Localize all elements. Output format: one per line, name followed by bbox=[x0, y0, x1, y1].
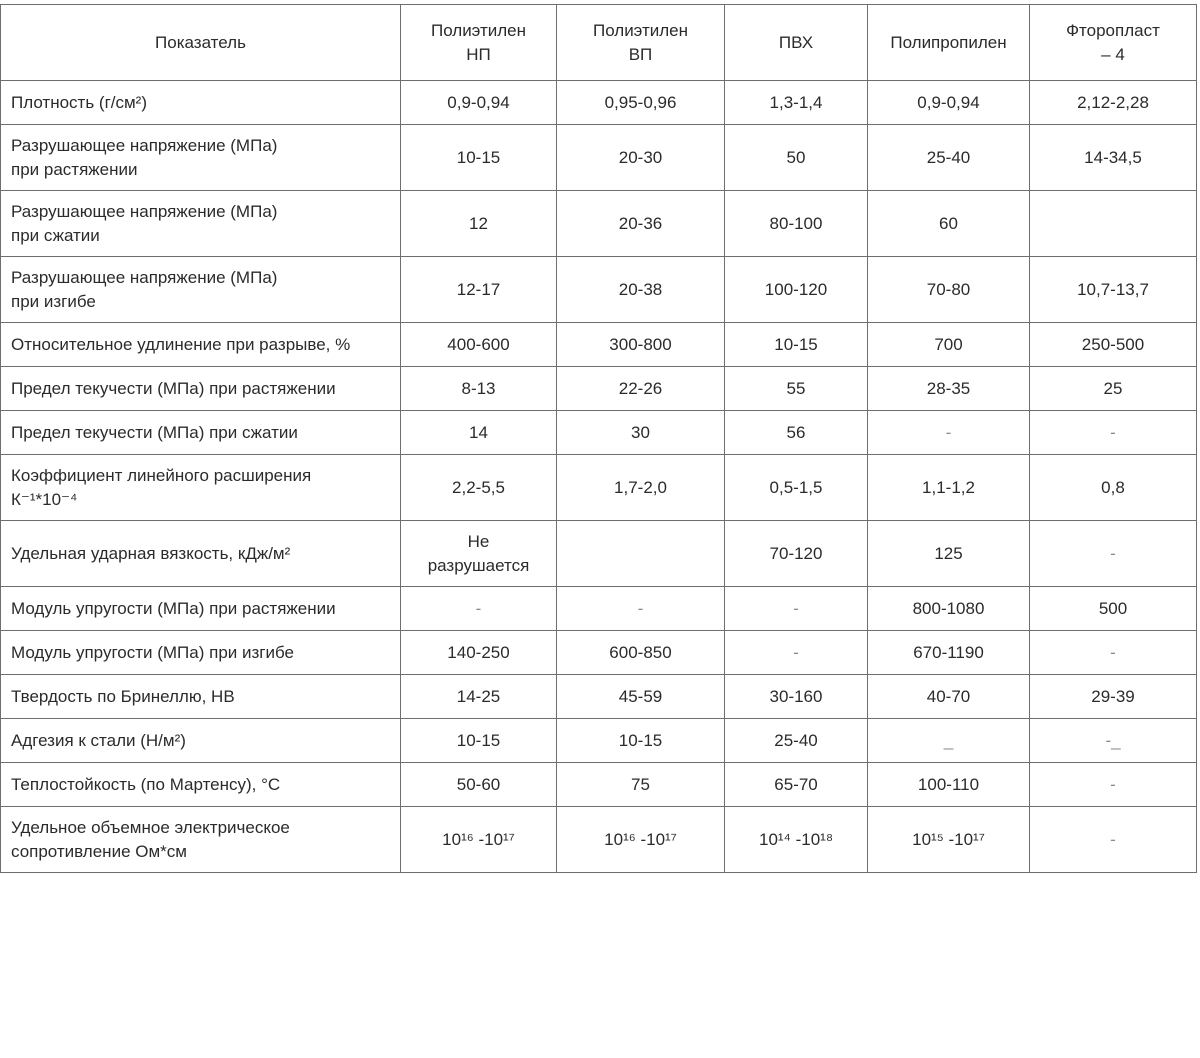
cell-pe-ld: 10-15 bbox=[401, 719, 557, 763]
cell-pe-hd: 10-15 bbox=[557, 719, 725, 763]
cell-pe-hd: 30 bbox=[557, 411, 725, 455]
table-row bbox=[1, 323, 1197, 367]
cell-ptfe: 2,12-2,28 bbox=[1030, 81, 1197, 125]
cell-ptfe: - bbox=[1030, 411, 1197, 455]
cell-pe-hd: 0,95-0,96 bbox=[557, 81, 725, 125]
row-label: Модуль упругости (МПа) при растяжении bbox=[1, 587, 401, 631]
cell-pvc: 56 bbox=[725, 411, 868, 455]
table-row bbox=[1, 675, 1197, 719]
cell-pe-hd: 20-30 bbox=[557, 125, 725, 191]
cell-polypropylene: 700 bbox=[868, 323, 1030, 367]
cell-polypropylene: 0,9-0,94 bbox=[868, 81, 1030, 125]
cell-pvc: 55 bbox=[725, 367, 868, 411]
cell-pe-ld: 400-600 bbox=[401, 323, 557, 367]
cell-ptfe: -_ bbox=[1030, 719, 1197, 763]
cell-ptfe: - bbox=[1030, 807, 1197, 873]
table-row bbox=[1, 125, 1197, 191]
table-row bbox=[1, 719, 1197, 763]
table-row bbox=[1, 587, 1197, 631]
row-label: Разрушающее напряжение (МПа) при растяжении bbox=[1, 125, 401, 191]
cell-polypropylene: 800-1080 bbox=[868, 587, 1030, 631]
row-label: Коэффициент линейного расширения К⁻¹*10⁻⁴ bbox=[1, 455, 401, 521]
row-label: Относительное удлинение при разрыве, % bbox=[1, 323, 401, 367]
cell-ptfe: 0,8 bbox=[1030, 455, 1197, 521]
cell-pe-ld: 14-25 bbox=[401, 675, 557, 719]
row-label: Удельное объемное электрическое сопротивление Ом*см bbox=[1, 807, 401, 873]
cell-ptfe: - bbox=[1030, 763, 1197, 807]
row-label: Плотность (г/см²) bbox=[1, 81, 401, 125]
cell-pe-hd: 75 bbox=[557, 763, 725, 807]
cell-pvc: 1,3-1,4 bbox=[725, 81, 868, 125]
cell-pe-ld: 10-15 bbox=[401, 125, 557, 191]
cell-pvc: 10-15 bbox=[725, 323, 868, 367]
table-row bbox=[1, 455, 1197, 521]
table-row bbox=[1, 81, 1197, 125]
cell-pe-hd: 300-800 bbox=[557, 323, 725, 367]
table-row bbox=[1, 763, 1197, 807]
cell-pe-hd bbox=[557, 521, 725, 587]
header-pe-hd: Полиэтилен ВП bbox=[557, 5, 725, 81]
cell-ptfe: - bbox=[1030, 521, 1197, 587]
cell-pe-hd: 600-850 bbox=[557, 631, 725, 675]
cell-pvc: - bbox=[725, 631, 868, 675]
cell-ptfe: 250-500 bbox=[1030, 323, 1197, 367]
cell-pvc: 10¹⁴ -10¹⁸ bbox=[725, 807, 868, 873]
cell-pe-ld: 2,2-5,5 bbox=[401, 455, 557, 521]
cell-ptfe: - bbox=[1030, 631, 1197, 675]
cell-pe-ld: 12 bbox=[401, 191, 557, 257]
table-row bbox=[1, 411, 1197, 455]
cell-ptfe: 500 bbox=[1030, 587, 1197, 631]
table-row bbox=[1, 367, 1197, 411]
row-label: Разрушающее напряжение (МПа) при сжатии bbox=[1, 191, 401, 257]
table-row bbox=[1, 631, 1197, 675]
cell-polypropylene: 60 bbox=[868, 191, 1030, 257]
cell-polypropylene: 10¹⁵ -10¹⁷ bbox=[868, 807, 1030, 873]
row-label: Удельная ударная вязкость, кДж/м² bbox=[1, 521, 401, 587]
header-pvc: ПВХ bbox=[725, 5, 868, 81]
cell-ptfe: 10,7-13,7 bbox=[1030, 257, 1197, 323]
cell-pe-ld: 0,9-0,94 bbox=[401, 81, 557, 125]
cell-polypropylene: 670-1190 bbox=[868, 631, 1030, 675]
cell-pe-hd: 22-26 bbox=[557, 367, 725, 411]
table-row bbox=[1, 807, 1197, 873]
cell-pvc: 80-100 bbox=[725, 191, 868, 257]
row-label: Предел текучести (МПа) при растяжении bbox=[1, 367, 401, 411]
header-ptfe: Фторопласт – 4 bbox=[1030, 5, 1197, 81]
row-label: Теплостойкость (по Мартенсу), °С bbox=[1, 763, 401, 807]
cell-pe-ld: 50-60 bbox=[401, 763, 557, 807]
cell-pe-ld: - bbox=[401, 587, 557, 631]
cell-polypropylene: 125 bbox=[868, 521, 1030, 587]
cell-polypropylene: _ bbox=[868, 719, 1030, 763]
row-label: Адгезия к стали (Н/м²) bbox=[1, 719, 401, 763]
cell-polypropylene: 100-110 bbox=[868, 763, 1030, 807]
cell-pvc: 30-160 bbox=[725, 675, 868, 719]
cell-polypropylene: 25-40 bbox=[868, 125, 1030, 191]
cell-pe-hd: 20-38 bbox=[557, 257, 725, 323]
row-label: Предел текучести (МПа) при сжатии bbox=[1, 411, 401, 455]
row-label: Твердость по Бринеллю, НВ bbox=[1, 675, 401, 719]
cell-pvc: 25-40 bbox=[725, 719, 868, 763]
cell-pe-ld: 12-17 bbox=[401, 257, 557, 323]
cell-polypropylene: - bbox=[868, 411, 1030, 455]
cell-pe-ld: 8-13 bbox=[401, 367, 557, 411]
cell-pe-hd: - bbox=[557, 587, 725, 631]
cell-ptfe: 29-39 bbox=[1030, 675, 1197, 719]
header-pe-ld: Полиэтилен НП bbox=[401, 5, 557, 81]
header-property: Показатель bbox=[1, 5, 401, 81]
cell-ptfe: 14-34,5 bbox=[1030, 125, 1197, 191]
table-row bbox=[1, 191, 1197, 257]
cell-pe-ld: 14 bbox=[401, 411, 557, 455]
cell-polypropylene: 70-80 bbox=[868, 257, 1030, 323]
row-label: Разрушающее напряжение (МПа) при изгибе bbox=[1, 257, 401, 323]
header-row bbox=[1, 5, 1197, 81]
cell-pe-ld: 10¹⁶ -10¹⁷ bbox=[401, 807, 557, 873]
cell-ptfe: 25 bbox=[1030, 367, 1197, 411]
cell-polypropylene: 28-35 bbox=[868, 367, 1030, 411]
header-polypropylene: Полипропилен bbox=[868, 5, 1030, 81]
cell-pvc: 50 bbox=[725, 125, 868, 191]
cell-pvc: 65-70 bbox=[725, 763, 868, 807]
cell-pvc: 0,5-1,5 bbox=[725, 455, 868, 521]
cell-pe-hd: 1,7-2,0 bbox=[557, 455, 725, 521]
cell-ptfe bbox=[1030, 191, 1197, 257]
cell-pe-hd: 20-36 bbox=[557, 191, 725, 257]
cell-pvc: - bbox=[725, 587, 868, 631]
cell-pe-hd: 45-59 bbox=[557, 675, 725, 719]
cell-polypropylene: 1,1-1,2 bbox=[868, 455, 1030, 521]
cell-polypropylene: 40-70 bbox=[868, 675, 1030, 719]
cell-pvc: 100-120 bbox=[725, 257, 868, 323]
cell-pe-ld: 140-250 bbox=[401, 631, 557, 675]
cell-pvc: 70-120 bbox=[725, 521, 868, 587]
cell-pe-ld: Не разрушается bbox=[401, 521, 557, 587]
table-row bbox=[1, 257, 1197, 323]
table-row bbox=[1, 521, 1197, 587]
properties-table bbox=[0, 4, 1197, 873]
row-label: Модуль упругости (МПа) при изгибе bbox=[1, 631, 401, 675]
cell-pe-hd: 10¹⁶ -10¹⁷ bbox=[557, 807, 725, 873]
